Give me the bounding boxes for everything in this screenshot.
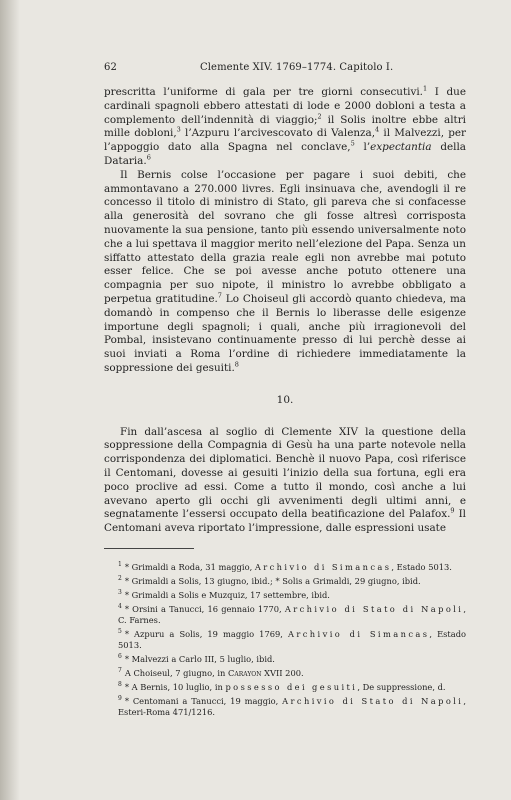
paragraph: prescritta l’uniforme di gala per tre giorni consecutivi.$^1$ I due cardinali spagnoli ebbero attestati di lode e 2000 dobloni a testa a complemento dell’indennità di viaggio;$^2$ il Solis inoltre ebbe altri mille dobloni,$^3$ l’Azpuru l’arcivescovato di Valenza,$^4$ il Malvezzi, per l’appoggio dato alla Spagna nel conclave,$^5$ l’expectantia della Dataria.$^6$ bbox=[104, 84, 466, 167]
paragraph: Il Bernis colse l’occasione per pagare i suoi debiti, che ammontavano a 270.000 livres. Egli insinuava che, avendogli il re concesso il titolo di ministro di Stato, gli pareva che si confacesse alla generosità del sovrano che gli fosse altresì corrisposta nuovamente la sua pensione, tanto più essendo universalmente noto che a lui spettava il maggior merito nell’elezione del Papa. Senza un siffatto attestato della grazia reale egli non avrebbe mai potuto esser felice. Che se poi avesse anche potuto ottenere una compagnia per suo nipote, il ministro lo avrebbe obbligato a perpetua gratitudine.$^7$ Lo Choiseul gli accordò quanto chiedeva, ma domandò in compenso che il Bernis lo liberasse delle esigenze importune degli spagnoli; i quali, anche più irragionevoli del Pombal, insistevano continuamente presso di lui perchè desse ai suoi inviati a Roma l’ordine di richiedere immediatamente la soppressione dei gesuiti.$^8$ bbox=[104, 168, 466, 374]
footnote-mark: 8 bbox=[118, 681, 122, 689]
archive-name: Archivio di Simancas bbox=[288, 628, 430, 639]
italic-term: expectantia bbox=[370, 141, 432, 154]
footnote-ref: 4 bbox=[375, 125, 380, 134]
footnote-mark: 7 bbox=[118, 667, 122, 675]
footnote-separator bbox=[104, 548, 194, 549]
footnote-ref: 8 bbox=[234, 360, 239, 369]
footnote-ref: 2 bbox=[317, 112, 322, 121]
archive-name: Archivio di Simancas bbox=[254, 561, 392, 572]
footnote-mark: 4 bbox=[118, 602, 122, 610]
paragraphs-before-section bbox=[104, 86, 466, 376]
archive-name: possesso dei gesuiti bbox=[225, 681, 358, 692]
footnote-mark: 2 bbox=[118, 574, 122, 582]
footnote-mark: 9 bbox=[118, 695, 122, 703]
footnotes bbox=[104, 559, 466, 718]
footnote-mark: 3 bbox=[118, 588, 122, 596]
section-number: 10. bbox=[276, 393, 294, 406]
running-title: Clemente XIV. 1769–1774. Capitolo I. bbox=[200, 62, 394, 73]
footnote-ref: 9 bbox=[450, 506, 455, 515]
paragraphs-after-section bbox=[104, 426, 466, 536]
footnote: $^9$ * Centomani a Tanucci, 19 maggio, Archivio di Stato di Napoli, Esteri-Roma 471/1216. bbox=[118, 695, 466, 718]
footnote: $^5$ * Azpuru a Solis, 19 maggio 1769, Archivio di Simancas, Estado 5013. bbox=[118, 627, 466, 650]
footnote-ref: 5 bbox=[350, 139, 355, 148]
author-name: Carayon bbox=[228, 667, 262, 678]
footnote-ref: 6 bbox=[146, 153, 151, 162]
page-header bbox=[104, 62, 464, 78]
footnote: $^7$ A Choiseul, 7 giugno, in Carayon XVII 200. bbox=[118, 667, 304, 678]
footnote-ref: 1 bbox=[422, 84, 428, 93]
footnote: $^6$ * Malvezzi a Carlo III, 5 luglio, ibid. bbox=[118, 653, 275, 664]
paragraph: Fin dall’ascesa al soglio di Clemente XIV la questione della soppressione della Compagnia di Gesù ha una parte notevole nella corrispondenza dei diplomatici. Benchè il nuovo Papa, così riferisce il Centomani, dovesse ai gesuiti l’inizio della sua fortuna, egli era poco proclive ad essi. Come a tutto il mondo, così anche a lui avevano aperto gli occhi gli avvenimenti degli ultimi anni, e segnatamente l’essersi occupato della beatificazione del Palafox.$^9$ Il Centomani aveva riportato l’impressione, dalle espressioni usate bbox=[104, 425, 466, 535]
footnote-mark: 1 bbox=[118, 560, 122, 568]
footnote: $^1$ * Grimaldi a Roda, 31 maggio, Archivio di Simancas, Estado 5013. bbox=[118, 560, 452, 572]
footnote: $^2$ * Grimaldi a Solis, 13 giugno, ibid.; * Solis a Grimaldi, 29 giugno, ibid. bbox=[118, 574, 421, 586]
page-number: 62 bbox=[104, 62, 117, 73]
footnote-mark: 5 bbox=[118, 627, 122, 635]
footnote-mark: 6 bbox=[118, 653, 122, 661]
footnote-ref: 3 bbox=[176, 125, 181, 134]
footnote: $^8$ * A Bernis, 10 luglio, in possesso dei gesuiti, De suppressione, d. bbox=[118, 681, 446, 692]
footnote: $^3$ * Grimaldi a Solis e Muzquiz, 17 settembre, ibid. bbox=[118, 588, 330, 600]
footnote-ref: 7 bbox=[217, 291, 222, 300]
page-body bbox=[104, 86, 466, 718]
archive-name: Archivio di Stato di Napoli bbox=[282, 695, 464, 706]
footnote: $^4$ * Orsini a Tanucci, 16 gennaio 1770, Archivio di Stato di Napoli, C. Farnes. bbox=[118, 602, 466, 625]
archive-name: Archivio di Stato di Napoli bbox=[284, 603, 464, 614]
